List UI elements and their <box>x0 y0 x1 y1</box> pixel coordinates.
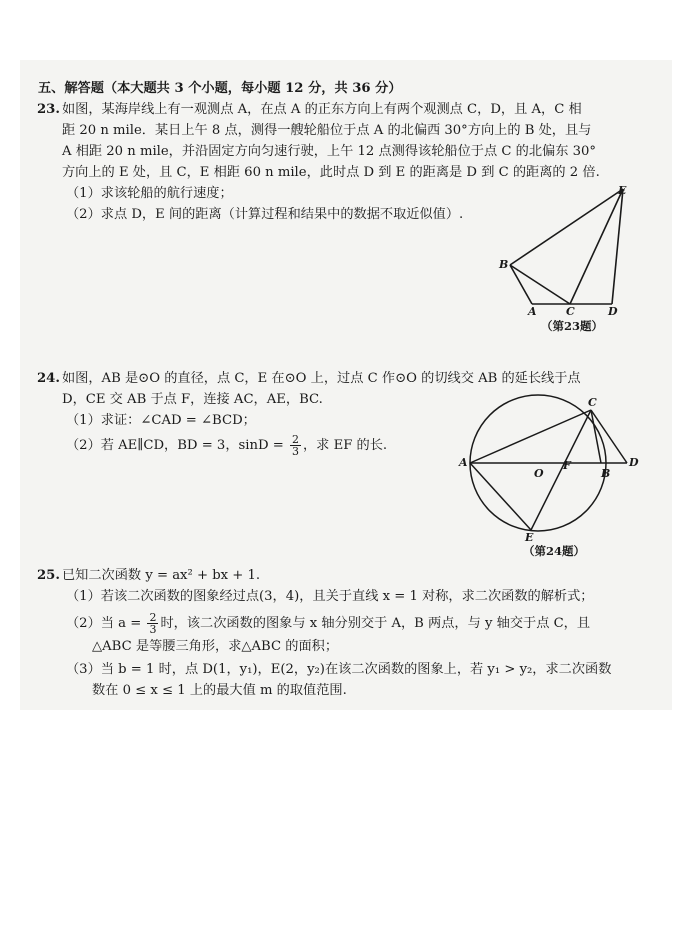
q25-fraction <box>147 612 158 635</box>
section-title: 五、解答题（本大题共 3 个小题，每小题 12 分，共 36 分） <box>38 81 402 96</box>
q24-fraction-den: 3 <box>292 445 299 458</box>
q24-number: 24. <box>37 371 60 386</box>
q24-part-2 <box>66 434 387 457</box>
q24-label-f: F <box>563 459 571 472</box>
q24-label-e: E <box>525 531 534 543</box>
q25-part-1: （1）若该二次函数的图象经过点(3，4)，且关于直线 x = 1 对称，求二次函数的解析式； <box>66 589 594 604</box>
q24-part-2-text: （2）若 AE∥CD，BD = 3，sinD = <box>66 438 288 453</box>
q24-label-o: O <box>534 467 544 480</box>
q23-number: 23. <box>37 102 60 117</box>
q23-line-1: 如图，某海岸线上有一观测点 A，在点 A 的正东方向上有两个观测点 C，D，且 A，C 相 <box>62 102 582 117</box>
q25-number: 25. <box>37 568 60 583</box>
q25-part-2-tail: 时，该二次函数的图象与 x 轴分别交于 A，B 两点，与 y 轴交于点 C，且 <box>160 616 591 631</box>
q23-label-d: D <box>608 305 618 318</box>
q24-figure <box>455 393 645 543</box>
q25-part-2 <box>66 612 590 635</box>
q23-line-3: A 相距 20 n mile，并沿固定方向匀速行驶，上午 12 点测得该轮船位于点 C 的北偏东 30° <box>62 144 596 159</box>
q24-caption: （第24题） <box>523 544 586 558</box>
q24-label-d: D <box>629 456 639 469</box>
q23-part-2: （2）求点 D，E 间的距离（计算过程和结果中的数据不取近似值）. <box>66 207 464 222</box>
q23-label-a: A <box>528 305 537 318</box>
q24-part-1: （1）求证：∠CAD = ∠BCD； <box>66 413 256 428</box>
q24-label-a: A <box>459 456 468 469</box>
q23-figure <box>490 178 640 318</box>
q24-part-2-tail: ，求 EF 的长. <box>303 438 388 453</box>
q23-label-c: C <box>566 305 575 318</box>
q24-line-2: D，CE 交 AB 于点 F，连接 AC，AE，BC. <box>62 392 323 407</box>
q23-caption: （第23题） <box>541 319 604 333</box>
q23-label-b: B <box>499 258 509 271</box>
q24-line-1: 如图，AB 是⊙O 的直径，点 C，E 在⊙O 上，过点 C 作⊙O 的切线交 AB 的延长线于点 <box>62 371 581 386</box>
q25-part-2-line-2: △ABC 是等腰三角形，求△ABC 的面积； <box>92 639 339 654</box>
q25-fraction-den: 3 <box>149 623 157 636</box>
q23-part-1: （1）求该轮船的航行速度； <box>66 186 233 201</box>
q24-label-b: B <box>601 467 611 480</box>
q24-fraction <box>290 434 301 457</box>
q25-part-2-text: （2）当 a = <box>66 616 146 631</box>
q23-label-e: E <box>618 184 627 197</box>
q25-stem: 已知二次函数 y = ax² + bx + 1. <box>62 568 261 583</box>
q23-line-4: 方向上的 E 处，且 C，E 相距 60 n mile，此时点 D 到 E 的距离是 D 到 C 的距离的 2 倍. <box>62 165 600 180</box>
q24-label-c: C <box>588 396 597 409</box>
q24-fraction-num: 2 <box>292 433 299 446</box>
q25-part-3-line-2: 数在 0 ≤ x ≤ 1 上的最大值 m 的取值范围. <box>92 683 347 698</box>
q23-line-2: 距 20 n mile．某日上午 8 点，测得一艘轮船位于点 A 的北偏西 30°方向上的 B 处，且与 <box>62 123 592 138</box>
q25-part-3-line-1: （3）当 b = 1 时，点 D(1，y₁)，E(2，y₂)在该二次函数的图象上，若 y₁ > y₂，求二次函数 <box>66 662 612 677</box>
q25-fraction-num: 2 <box>149 611 157 624</box>
